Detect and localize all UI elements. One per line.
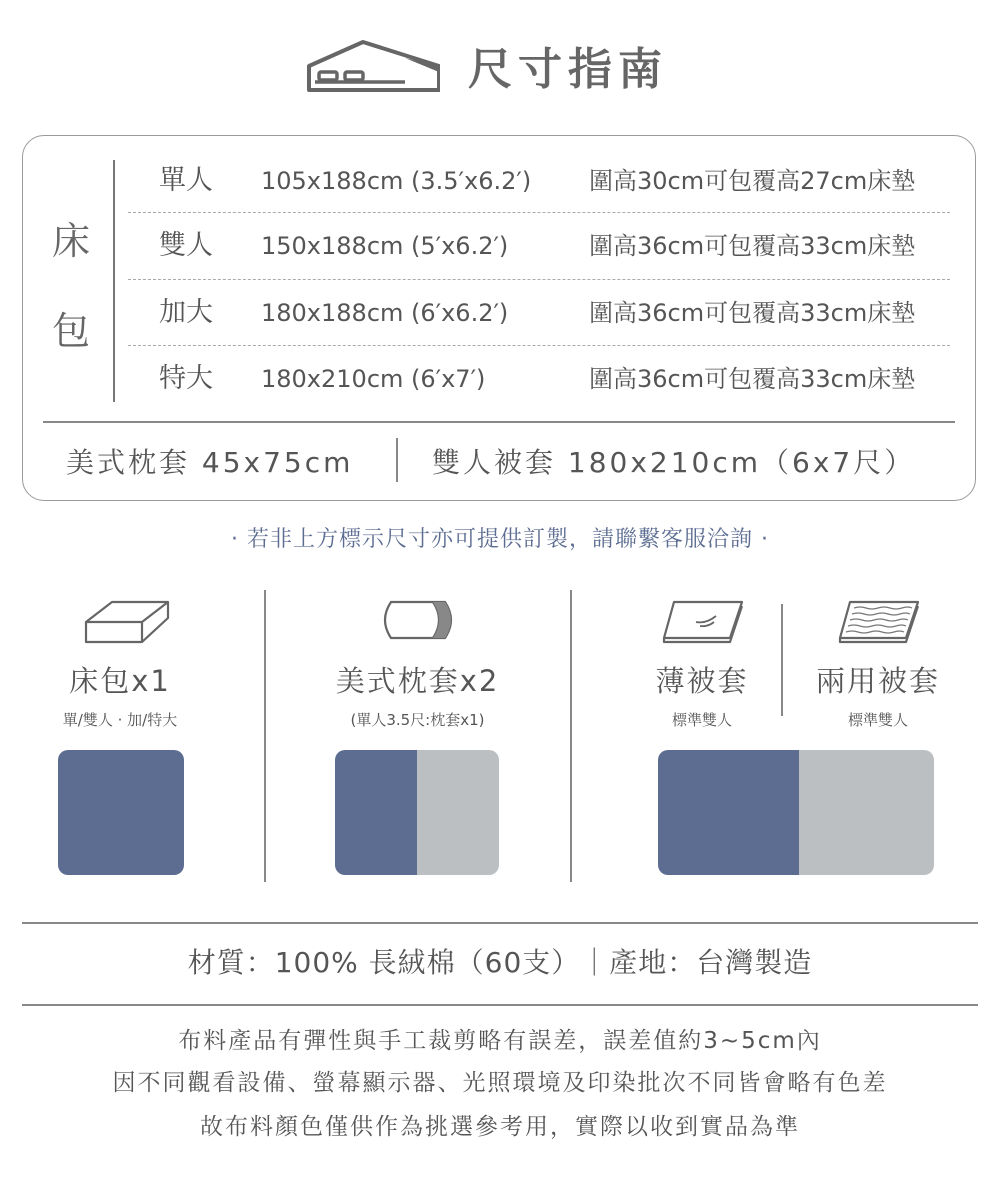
size-note: 圍高30cm可包覆高27cm床墊 (589, 167, 916, 195)
panel-divider (43, 421, 955, 423)
size-dimensions: 180x188cm (6′x6.2′) (261, 299, 509, 327)
dual-use-duvet-icon (838, 598, 920, 644)
product-sub-thin-duvet: 標準雙人 (671, 711, 732, 729)
size-note: 圍高36cm可包覆高33cm床墊 (589, 299, 916, 327)
custom-order-note: · 若非上方標示尺寸亦可提供訂製，請聯繫客服洽詢 · (231, 527, 769, 552)
size-dimensions: 180x210cm (6′x7′) (261, 365, 486, 393)
size-dimensions: 105x188cm (3.5′x6.2′) (261, 167, 532, 195)
fitted-sheet-divider (113, 160, 115, 402)
product-divider (570, 590, 572, 882)
size-note: 圍高36cm可包覆高33cm床墊 (589, 365, 916, 393)
duvet-size: 雙人被套 180x210cm（6x7尺） (432, 446, 916, 479)
color-swatch-blue (58, 750, 184, 875)
row-divider (128, 212, 950, 213)
size-dimensions: 150x188cm (5′x6.2′) (261, 232, 509, 260)
row-divider (128, 345, 950, 346)
pillowcase-size: 美式枕套 45x75cm (66, 446, 354, 479)
size-note: 圍高36cm可包覆高33cm床墊 (589, 232, 916, 260)
product-name-pillowcase: 美式枕套x2 (335, 664, 500, 698)
product-sub-fitted-sheet: 單/雙人 · 加/特大 (62, 711, 178, 729)
material-top-divider (22, 922, 978, 924)
color-swatch-blue (335, 750, 417, 875)
size-row-queen (128, 288, 950, 338)
swatch-pillowcase (335, 750, 499, 875)
swatch-fitted-sheet (58, 750, 184, 875)
thin-duvet-icon (662, 598, 744, 644)
swatch-duvet (658, 750, 934, 875)
size-label: 特大 (159, 363, 213, 394)
product-name-thin-duvet: 薄被套 (655, 664, 749, 698)
fitted-sheet-label-char-2: 包 (52, 309, 91, 353)
size-label: 加大 (159, 297, 213, 328)
product-sub-pillowcase: (單人3.5尺:枕套x1) (350, 711, 485, 729)
color-swatch-blue (658, 750, 799, 875)
panel-vertical-divider (396, 438, 398, 482)
duvet-divider (781, 604, 783, 716)
fitted-sheet-label-char-1: 床 (52, 219, 91, 263)
size-row-single (128, 156, 950, 206)
disclaimer-line-2: 因不同觀看設備、螢幕顯示器、光照環境及印染批次不同皆會略有色差 (112, 1070, 888, 1096)
product-name-dual-use-duvet: 兩用被套 (815, 664, 940, 698)
product-sub-dual-use-duvet: 標準雙人 (847, 711, 908, 729)
size-label: 雙人 (159, 230, 213, 261)
material-bottom-divider (22, 1004, 978, 1006)
disclaimer-line-3: 故布料顏色僅供作為挑選參考用，實際以收到實品為準 (200, 1114, 800, 1140)
color-swatch-gray (799, 750, 934, 875)
product-name-fitted-sheet: 床包x1 (69, 664, 171, 698)
material-origin: 材質：100% 長絨棉（60支）｜產地：台灣製造 (187, 946, 813, 979)
fitted-sheet-icon (84, 598, 170, 644)
size-row-double (128, 221, 950, 271)
row-divider (128, 279, 950, 280)
pillow-icon (377, 598, 459, 642)
size-row-king (128, 354, 950, 404)
product-divider (264, 590, 266, 882)
bed-house-icon (305, 38, 440, 94)
page-title: 尺寸指南 (468, 44, 668, 95)
disclaimer-line-1: 布料產品有彈性與手工裁剪略有誤差，誤差值約3~5cm內 (178, 1028, 822, 1054)
color-swatch-gray (417, 750, 499, 875)
size-label: 單人 (159, 165, 213, 196)
